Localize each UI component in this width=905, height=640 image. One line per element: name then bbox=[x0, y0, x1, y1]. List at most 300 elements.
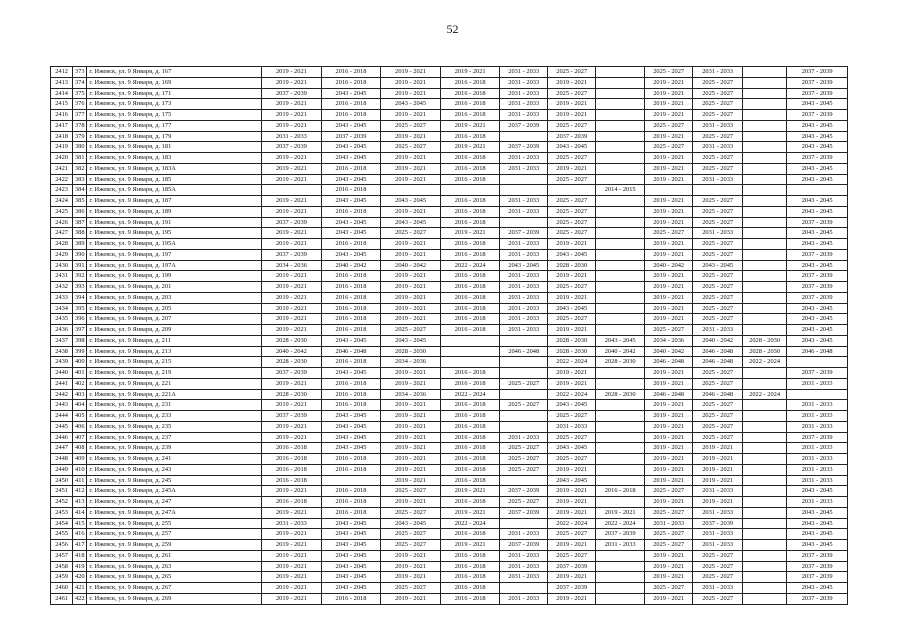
cell-year-col-10 bbox=[742, 443, 786, 454]
cell-year-col-10 bbox=[742, 174, 786, 185]
cell-year-col-2: 2016 - 2018 bbox=[321, 77, 381, 88]
cell-year-col-4: 2016 - 2018 bbox=[440, 475, 500, 486]
cell-year-col-5: 2037 - 2039 bbox=[500, 228, 547, 239]
cell-year-col-3: 2019 - 2021 bbox=[381, 163, 441, 174]
cell-address: г. Ижевск, ул. 9 Января, д. 231 bbox=[87, 400, 262, 411]
cell-year-col-8 bbox=[644, 185, 692, 196]
table-row bbox=[51, 507, 848, 518]
cell-year-col-7 bbox=[596, 163, 644, 174]
cell-year-col-2: 2016 - 2018 bbox=[321, 486, 381, 497]
table-row bbox=[51, 110, 848, 121]
cell-year-col-11: 2043 - 2045 bbox=[787, 314, 848, 325]
cell-row-number: 2461 bbox=[51, 593, 73, 604]
cell-year-col-4: 2019 - 2021 bbox=[440, 142, 500, 153]
cell-year-col-3: 2019 - 2021 bbox=[381, 249, 441, 260]
cell-year-col-2: 2016 - 2018 bbox=[321, 389, 381, 400]
cell-year-col-3: 2034 - 2036 bbox=[381, 389, 441, 400]
cell-year-col-5 bbox=[500, 217, 547, 228]
cell-address: г. Ижевск, ул. 9 Января, д. 215 bbox=[87, 357, 262, 368]
cell-year-col-8: 2025 - 2027 bbox=[644, 529, 692, 540]
cell-year-col-8: 2019 - 2021 bbox=[644, 88, 692, 99]
cell-row-number: 2442 bbox=[51, 389, 73, 400]
cell-year-col-8: 2019 - 2021 bbox=[644, 368, 692, 379]
cell-row-number: 2449 bbox=[51, 464, 73, 475]
cell-year-col-6: 2037 - 2039 bbox=[547, 561, 595, 572]
cell-year-col-3: 2025 - 2027 bbox=[381, 228, 441, 239]
cell-year-col-7: 2016 - 2018 bbox=[596, 486, 644, 497]
cell-year-col-8: 2019 - 2021 bbox=[644, 99, 692, 110]
cell-year-col-2: 2016 - 2018 bbox=[321, 314, 381, 325]
cell-year-col-6: 2043 - 2045 bbox=[547, 142, 595, 153]
table-row bbox=[51, 497, 848, 508]
table-row bbox=[51, 99, 848, 110]
cell-year-col-8: 2019 - 2021 bbox=[644, 77, 692, 88]
cell-year-col-1: 2037 - 2039 bbox=[262, 217, 322, 228]
cell-year-col-4: 2016 - 2018 bbox=[440, 368, 500, 379]
cell-row-number: 2448 bbox=[51, 454, 73, 465]
cell-row-number: 2444 bbox=[51, 411, 73, 422]
cell-year-col-4: 2016 - 2018 bbox=[440, 249, 500, 260]
cell-year-col-7 bbox=[596, 314, 644, 325]
cell-item-number: 374 bbox=[73, 77, 87, 88]
cell-year-col-8: 2025 - 2027 bbox=[644, 142, 692, 153]
cell-row-number: 2455 bbox=[51, 529, 73, 540]
cell-item-number: 379 bbox=[73, 131, 87, 142]
cell-year-col-6: 2025 - 2027 bbox=[547, 88, 595, 99]
cell-year-col-7 bbox=[596, 583, 644, 594]
cell-year-col-9: 2025 - 2027 bbox=[693, 400, 742, 411]
cell-year-col-11: 2037 - 2039 bbox=[787, 561, 848, 572]
cell-address: г. Ижевск, ул. 9 Января, д. 261 bbox=[87, 550, 262, 561]
cell-item-number: 409 bbox=[73, 454, 87, 465]
cell-year-col-11 bbox=[787, 357, 848, 368]
table-row bbox=[51, 421, 848, 432]
cell-year-col-6: 2019 - 2021 bbox=[547, 497, 595, 508]
cell-year-col-5: 2025 - 2027 bbox=[500, 378, 547, 389]
cell-year-col-11: 2043 - 2045 bbox=[787, 529, 848, 540]
cell-year-col-9: 2031 - 2033 bbox=[693, 142, 742, 153]
cell-year-col-3: 2025 - 2027 bbox=[381, 142, 441, 153]
cell-item-number: 405 bbox=[73, 411, 87, 422]
cell-year-col-3: 2019 - 2021 bbox=[381, 443, 441, 454]
cell-year-col-11: 2031 - 2033 bbox=[787, 378, 848, 389]
cell-year-col-7 bbox=[596, 206, 644, 217]
cell-year-col-2: 2040 - 2042 bbox=[321, 260, 381, 271]
cell-year-col-4: 2016 - 2018 bbox=[440, 77, 500, 88]
cell-item-number: 412 bbox=[73, 486, 87, 497]
cell-year-col-1: 2019 - 2021 bbox=[262, 507, 322, 518]
cell-year-col-9: 2019 - 2021 bbox=[693, 464, 742, 475]
cell-year-col-1: 2019 - 2021 bbox=[262, 325, 322, 336]
cell-item-number: 407 bbox=[73, 432, 87, 443]
cell-year-col-10 bbox=[742, 593, 786, 604]
table-row bbox=[51, 464, 848, 475]
cell-row-number: 2419 bbox=[51, 142, 73, 153]
cell-address: г. Ижевск, ул. 9 Января, д. 259 bbox=[87, 540, 262, 551]
cell-year-col-8: 2040 - 2042 bbox=[644, 260, 692, 271]
cell-year-col-10 bbox=[742, 282, 786, 293]
cell-year-col-8: 2019 - 2021 bbox=[644, 400, 692, 411]
cell-year-col-7 bbox=[596, 475, 644, 486]
cell-item-number: 403 bbox=[73, 389, 87, 400]
cell-year-col-11: 2043 - 2045 bbox=[787, 131, 848, 142]
cell-address: г. Ижевск, ул. 9 Января, д. 267 bbox=[87, 583, 262, 594]
cell-year-col-6: 2019 - 2021 bbox=[547, 486, 595, 497]
table-row bbox=[51, 411, 848, 422]
cell-year-col-10 bbox=[742, 131, 786, 142]
cell-year-col-5 bbox=[500, 185, 547, 196]
cell-year-col-1: 2028 - 2030 bbox=[262, 389, 322, 400]
cell-year-col-10 bbox=[742, 228, 786, 239]
cell-year-col-8: 2019 - 2021 bbox=[644, 593, 692, 604]
cell-year-col-6: 2025 - 2027 bbox=[547, 550, 595, 561]
cell-year-col-5: 2031 - 2033 bbox=[500, 432, 547, 443]
cell-year-col-3: 2019 - 2021 bbox=[381, 561, 441, 572]
cell-year-col-10 bbox=[742, 400, 786, 411]
cell-year-col-2: 2043 - 2045 bbox=[321, 335, 381, 346]
cell-address: г. Ижевск, ул. 9 Января, д. 219 bbox=[87, 368, 262, 379]
cell-address: г. Ижевск, ул. 9 Января, д. 209 bbox=[87, 325, 262, 336]
cell-row-number: 2438 bbox=[51, 346, 73, 357]
cell-year-col-5: 2031 - 2033 bbox=[500, 303, 547, 314]
cell-item-number: 417 bbox=[73, 540, 87, 551]
cell-year-col-9: 2025 - 2027 bbox=[693, 292, 742, 303]
cell-year-col-11: 2031 - 2033 bbox=[787, 443, 848, 454]
cell-year-col-4: 2016 - 2018 bbox=[440, 217, 500, 228]
cell-year-col-9: 2025 - 2027 bbox=[693, 593, 742, 604]
cell-year-col-3: 2019 - 2021 bbox=[381, 174, 441, 185]
table-row bbox=[51, 142, 848, 153]
cell-year-col-11: 2043 - 2045 bbox=[787, 206, 848, 217]
cell-year-col-4: 2019 - 2021 bbox=[440, 228, 500, 239]
cell-item-number: 384 bbox=[73, 185, 87, 196]
cell-year-col-4: 2016 - 2018 bbox=[440, 153, 500, 164]
cell-year-col-8: 2034 - 2036 bbox=[644, 335, 692, 346]
cell-year-col-2: 2043 - 2045 bbox=[321, 249, 381, 260]
cell-year-col-6: 2028 - 2030 bbox=[547, 260, 595, 271]
cell-year-col-6: 2019 - 2021 bbox=[547, 378, 595, 389]
cell-row-number: 2430 bbox=[51, 260, 73, 271]
cell-year-col-6: 2019 - 2021 bbox=[547, 507, 595, 518]
cell-row-number: 2451 bbox=[51, 486, 73, 497]
cell-year-col-10 bbox=[742, 239, 786, 250]
cell-year-col-4: 2016 - 2018 bbox=[440, 110, 500, 121]
cell-row-number: 2452 bbox=[51, 497, 73, 508]
cell-year-col-7: 2043 - 2045 bbox=[596, 335, 644, 346]
cell-address: г. Ижевск, ул. 9 Января, д. 187 bbox=[87, 196, 262, 207]
cell-year-col-3: 2025 - 2027 bbox=[381, 507, 441, 518]
cell-year-col-7 bbox=[596, 432, 644, 443]
cell-year-col-10 bbox=[742, 67, 786, 78]
cell-year-col-6: 2028 - 2030 bbox=[547, 346, 595, 357]
cell-year-col-5 bbox=[500, 357, 547, 368]
cell-year-col-11: 2043 - 2045 bbox=[787, 325, 848, 336]
cell-year-col-1: 2019 - 2021 bbox=[262, 196, 322, 207]
cell-year-col-10 bbox=[742, 421, 786, 432]
cell-year-col-10 bbox=[742, 185, 786, 196]
cell-row-number: 2437 bbox=[51, 335, 73, 346]
cell-year-col-5: 2037 - 2039 bbox=[500, 120, 547, 131]
cell-year-col-3: 2019 - 2021 bbox=[381, 432, 441, 443]
cell-year-col-1: 2019 - 2021 bbox=[262, 292, 322, 303]
cell-year-col-11: 2043 - 2045 bbox=[787, 540, 848, 551]
cell-item-number: 390 bbox=[73, 249, 87, 260]
cell-year-col-3: 2019 - 2021 bbox=[381, 475, 441, 486]
cell-year-col-4: 2019 - 2021 bbox=[440, 540, 500, 551]
cell-year-col-10 bbox=[742, 561, 786, 572]
cell-year-col-9: 2031 - 2033 bbox=[693, 174, 742, 185]
cell-year-col-1: 2016 - 2018 bbox=[262, 464, 322, 475]
cell-year-col-2: 2016 - 2018 bbox=[321, 507, 381, 518]
cell-year-col-10 bbox=[742, 432, 786, 443]
cell-year-col-10 bbox=[742, 475, 786, 486]
cell-year-col-8: 2040 - 2042 bbox=[644, 346, 692, 357]
cell-item-number: 392 bbox=[73, 271, 87, 282]
cell-address: г. Ижевск, ул. 9 Января, д. 235 bbox=[87, 421, 262, 432]
cell-address: г. Ижевск, ул. 9 Января, д. 221А bbox=[87, 389, 262, 400]
cell-year-col-8: 2019 - 2021 bbox=[644, 572, 692, 583]
cell-address: г. Ижевск, ул. 9 Января, д. 177 bbox=[87, 120, 262, 131]
cell-year-col-11: 2031 - 2033 bbox=[787, 454, 848, 465]
cell-year-col-9: 2025 - 2027 bbox=[693, 314, 742, 325]
cell-item-number: 406 bbox=[73, 421, 87, 432]
table-row bbox=[51, 346, 848, 357]
cell-year-col-3: 2019 - 2021 bbox=[381, 282, 441, 293]
cell-year-col-11: 2043 - 2045 bbox=[787, 142, 848, 153]
table-row bbox=[51, 368, 848, 379]
cell-year-col-9: 2025 - 2027 bbox=[693, 561, 742, 572]
table-row bbox=[51, 583, 848, 594]
cell-year-col-9: 2031 - 2033 bbox=[693, 325, 742, 336]
cell-year-col-11: 2031 - 2033 bbox=[787, 400, 848, 411]
cell-year-col-9: 2025 - 2027 bbox=[693, 88, 742, 99]
cell-year-col-10 bbox=[742, 540, 786, 551]
cell-year-col-7 bbox=[596, 249, 644, 260]
cell-year-col-7: 2037 - 2039 bbox=[596, 529, 644, 540]
cell-year-col-8: 2019 - 2021 bbox=[644, 131, 692, 142]
cell-year-col-1: 2019 - 2021 bbox=[262, 432, 322, 443]
cell-year-col-7 bbox=[596, 292, 644, 303]
cell-year-col-5: 2046 - 2048 bbox=[500, 346, 547, 357]
cell-year-col-11: 2043 - 2045 bbox=[787, 486, 848, 497]
cell-year-col-2: 2016 - 2018 bbox=[321, 497, 381, 508]
cell-year-col-7: 2014 - 2015 bbox=[596, 185, 644, 196]
cell-year-col-3: 2040 - 2042 bbox=[381, 260, 441, 271]
cell-row-number: 2433 bbox=[51, 292, 73, 303]
cell-year-col-11: 2043 - 2045 bbox=[787, 239, 848, 250]
cell-address: г. Ижевск, ул. 9 Января, д. 195А bbox=[87, 239, 262, 250]
cell-year-col-1: 2040 - 2042 bbox=[262, 346, 322, 357]
cell-year-col-4: 2019 - 2021 bbox=[440, 486, 500, 497]
cell-year-col-6: 2019 - 2021 bbox=[547, 572, 595, 583]
cell-year-col-4: 2016 - 2018 bbox=[440, 303, 500, 314]
cell-item-number: 373 bbox=[73, 67, 87, 78]
cell-year-col-6: 2025 - 2027 bbox=[547, 206, 595, 217]
cell-year-col-6: 2019 - 2021 bbox=[547, 325, 595, 336]
cell-year-col-9: 2025 - 2027 bbox=[693, 303, 742, 314]
cell-year-col-8: 2025 - 2027 bbox=[644, 67, 692, 78]
cell-year-col-7 bbox=[596, 464, 644, 475]
cell-year-col-6: 2022 - 2024 bbox=[547, 389, 595, 400]
cell-year-col-8: 2019 - 2021 bbox=[644, 314, 692, 325]
cell-year-col-11: 2043 - 2045 bbox=[787, 260, 848, 271]
cell-year-col-6: 2019 - 2021 bbox=[547, 99, 595, 110]
cell-year-col-10 bbox=[742, 163, 786, 174]
cell-year-col-10 bbox=[742, 249, 786, 260]
cell-year-col-5: 2025 - 2027 bbox=[500, 497, 547, 508]
cell-year-col-3: 2019 - 2021 bbox=[381, 593, 441, 604]
cell-item-number: 375 bbox=[73, 88, 87, 99]
cell-year-col-2: 2016 - 2018 bbox=[321, 325, 381, 336]
cell-year-col-4: 2019 - 2021 bbox=[440, 67, 500, 78]
cell-year-col-3: 2019 - 2021 bbox=[381, 77, 441, 88]
cell-item-number: 386 bbox=[73, 206, 87, 217]
cell-year-col-7 bbox=[596, 443, 644, 454]
cell-year-col-1: 2019 - 2021 bbox=[262, 572, 322, 583]
cell-year-col-1: 2037 - 2039 bbox=[262, 88, 322, 99]
cell-address: г. Ижевск, ул. 9 Января, д. 179 bbox=[87, 131, 262, 142]
cell-year-col-10 bbox=[742, 271, 786, 282]
table-row bbox=[51, 88, 848, 99]
table-row bbox=[51, 163, 848, 174]
cell-year-col-10 bbox=[742, 153, 786, 164]
cell-year-col-5 bbox=[500, 518, 547, 529]
cell-year-col-3: 2019 - 2021 bbox=[381, 464, 441, 475]
cell-address: г. Ижевск, ул. 9 Января, д. 185А bbox=[87, 185, 262, 196]
table-row bbox=[51, 550, 848, 561]
cell-year-col-8: 2019 - 2021 bbox=[644, 206, 692, 217]
cell-year-col-6: 2028 - 2030 bbox=[547, 335, 595, 346]
cell-row-number: 2426 bbox=[51, 217, 73, 228]
cell-row-number: 2424 bbox=[51, 196, 73, 207]
cell-year-col-9: 2025 - 2027 bbox=[693, 131, 742, 142]
cell-year-col-8: 2019 - 2021 bbox=[644, 271, 692, 282]
cell-year-col-11: 2031 - 2033 bbox=[787, 464, 848, 475]
cell-year-col-9: 2025 - 2027 bbox=[693, 239, 742, 250]
cell-year-col-3: 2019 - 2021 bbox=[381, 497, 441, 508]
cell-year-col-1: 2019 - 2021 bbox=[262, 486, 322, 497]
cell-year-col-4 bbox=[440, 335, 500, 346]
cell-item-number: 411 bbox=[73, 475, 87, 486]
cell-year-col-2: 2043 - 2045 bbox=[321, 518, 381, 529]
cell-year-col-11 bbox=[787, 389, 848, 400]
cell-year-col-9: 2031 - 2033 bbox=[693, 540, 742, 551]
cell-year-col-1: 2019 - 2021 bbox=[262, 378, 322, 389]
cell-address: г. Ижевск, ул. 9 Января, д. 183 bbox=[87, 153, 262, 164]
cell-year-col-5: 2031 - 2033 bbox=[500, 196, 547, 207]
cell-year-col-9: 2025 - 2027 bbox=[693, 282, 742, 293]
cell-year-col-10 bbox=[742, 196, 786, 207]
cell-row-number: 2413 bbox=[51, 77, 73, 88]
table-row bbox=[51, 432, 848, 443]
cell-year-col-7 bbox=[596, 378, 644, 389]
cell-year-col-2: 2016 - 2018 bbox=[321, 185, 381, 196]
cell-year-col-3: 2025 - 2027 bbox=[381, 583, 441, 594]
cell-year-col-6: 2025 - 2027 bbox=[547, 120, 595, 131]
cell-year-col-9: 2031 - 2033 bbox=[693, 486, 742, 497]
cell-year-col-2: 2016 - 2018 bbox=[321, 357, 381, 368]
cell-year-col-9: 2019 - 2021 bbox=[693, 443, 742, 454]
cell-row-number: 2415 bbox=[51, 99, 73, 110]
cell-year-col-5 bbox=[500, 368, 547, 379]
cell-year-col-2: 2043 - 2045 bbox=[321, 153, 381, 164]
cell-year-col-9: 2031 - 2033 bbox=[693, 529, 742, 540]
cell-year-col-5: 2025 - 2027 bbox=[500, 454, 547, 465]
cell-year-col-9: 2031 - 2033 bbox=[693, 120, 742, 131]
cell-year-col-8: 2019 - 2021 bbox=[644, 411, 692, 422]
cell-row-number: 2447 bbox=[51, 443, 73, 454]
cell-year-col-1: 2016 - 2018 bbox=[262, 454, 322, 465]
cell-year-col-3: 2019 - 2021 bbox=[381, 271, 441, 282]
cell-address: г. Ижевск, ул. 9 Января, д. 237 bbox=[87, 432, 262, 443]
cell-item-number: 399 bbox=[73, 346, 87, 357]
table-row bbox=[51, 228, 848, 239]
table-row bbox=[51, 475, 848, 486]
cell-year-col-7 bbox=[596, 400, 644, 411]
cell-year-col-11: 2037 - 2039 bbox=[787, 368, 848, 379]
cell-year-col-7 bbox=[596, 228, 644, 239]
cell-row-number: 2460 bbox=[51, 583, 73, 594]
cell-item-number: 397 bbox=[73, 325, 87, 336]
cell-year-col-9: 2025 - 2027 bbox=[693, 196, 742, 207]
cell-year-col-5 bbox=[500, 131, 547, 142]
cell-address: г. Ижевск, ул. 9 Января, д. 183А bbox=[87, 163, 262, 174]
cell-year-col-3: 2019 - 2021 bbox=[381, 368, 441, 379]
cell-year-col-7 bbox=[596, 67, 644, 78]
cell-year-col-9: 2025 - 2027 bbox=[693, 421, 742, 432]
cell-year-col-5 bbox=[500, 174, 547, 185]
cell-year-col-7 bbox=[596, 120, 644, 131]
cell-year-col-7 bbox=[596, 99, 644, 110]
cell-year-col-7 bbox=[596, 196, 644, 207]
cell-year-col-10: 2022 - 2024 bbox=[742, 357, 786, 368]
cell-year-col-1: 2019 - 2021 bbox=[262, 110, 322, 121]
cell-year-col-11: 2031 - 2033 bbox=[787, 411, 848, 422]
cell-year-col-2: 2043 - 2045 bbox=[321, 421, 381, 432]
cell-item-number: 394 bbox=[73, 292, 87, 303]
cell-year-col-10: 2028 - 2030 bbox=[742, 335, 786, 346]
cell-year-col-5: 2031 - 2033 bbox=[500, 206, 547, 217]
cell-item-number: 381 bbox=[73, 153, 87, 164]
cell-year-col-5: 2031 - 2033 bbox=[500, 153, 547, 164]
cell-address: г. Ижевск, ул. 9 Января, д. 247А bbox=[87, 507, 262, 518]
cell-year-col-11: 2037 - 2039 bbox=[787, 593, 848, 604]
cell-year-col-11: 2043 - 2045 bbox=[787, 99, 848, 110]
cell-year-col-7 bbox=[596, 217, 644, 228]
cell-year-col-5: 2031 - 2033 bbox=[500, 561, 547, 572]
table-row bbox=[51, 357, 848, 368]
cell-year-col-9: 2043 - 2045 bbox=[693, 260, 742, 271]
cell-row-number: 2458 bbox=[51, 561, 73, 572]
cell-year-col-3: 2043 - 2045 bbox=[381, 217, 441, 228]
cell-year-col-2: 2016 - 2018 bbox=[321, 282, 381, 293]
cell-year-col-3: 2019 - 2021 bbox=[381, 88, 441, 99]
cell-year-col-6: 2019 - 2021 bbox=[547, 271, 595, 282]
cell-year-col-5: 2031 - 2033 bbox=[500, 550, 547, 561]
cell-year-col-8: 2019 - 2021 bbox=[644, 303, 692, 314]
cell-year-col-9: 2025 - 2027 bbox=[693, 432, 742, 443]
cell-item-number: 393 bbox=[73, 282, 87, 293]
cell-year-col-6: 2019 - 2021 bbox=[547, 368, 595, 379]
cell-year-col-9: 2031 - 2033 bbox=[693, 67, 742, 78]
cell-year-col-7 bbox=[596, 260, 644, 271]
cell-row-number: 2434 bbox=[51, 303, 73, 314]
cell-year-col-9: 2025 - 2027 bbox=[693, 77, 742, 88]
cell-year-col-2: 2043 - 2045 bbox=[321, 572, 381, 583]
table-row bbox=[51, 335, 848, 346]
cell-address: г. Ижевск, ул. 9 Января, д. 247 bbox=[87, 497, 262, 508]
cell-row-number: 2422 bbox=[51, 174, 73, 185]
